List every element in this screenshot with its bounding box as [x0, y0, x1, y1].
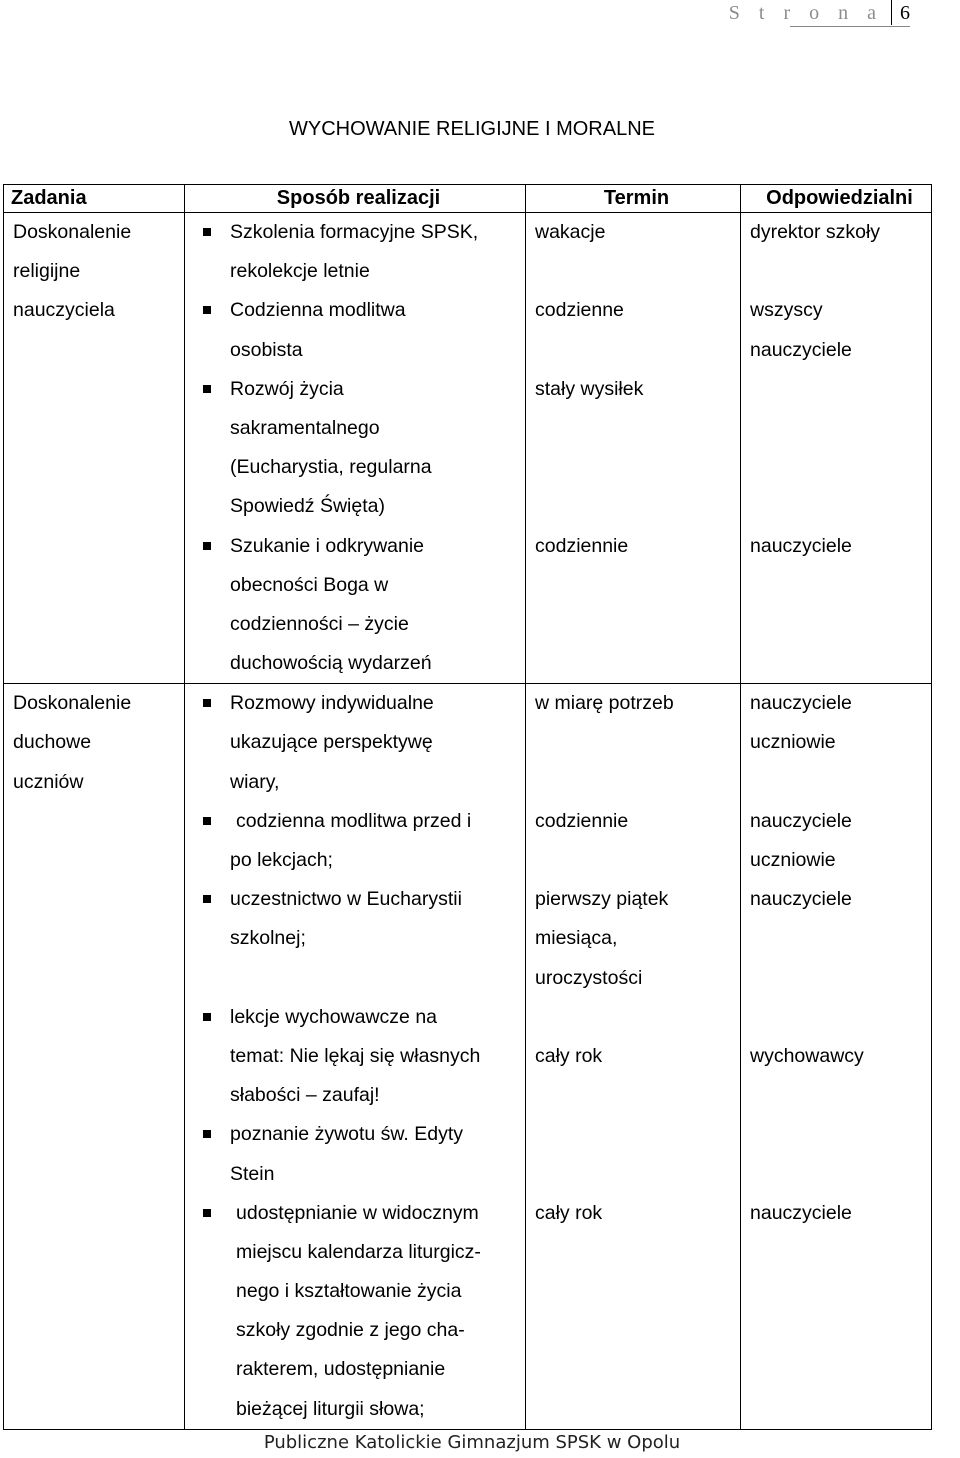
method-item: [194, 998, 525, 1116]
method-item: [194, 1115, 525, 1193]
responsible-line: [750, 370, 931, 409]
method-line: Rozwój życia: [230, 377, 344, 400]
method-line: nego i kształtowanie życia: [236, 1280, 462, 1303]
term-line: [535, 998, 740, 1037]
task-line: religijne: [13, 260, 81, 283]
column-header: Termin: [526, 185, 741, 213]
method-list: [185, 684, 525, 1429]
table-row: [4, 684, 932, 1430]
method-line: ukazujące perspektywę: [230, 731, 433, 754]
bullet-icon: [203, 306, 211, 314]
method-item: [194, 1194, 525, 1429]
method-line: rekolekcje letnie: [230, 260, 370, 283]
term-cell: [526, 213, 741, 684]
task-line: duchowe: [13, 731, 92, 754]
method-line: (Eucharystia, regularna: [230, 456, 432, 479]
method-line: codzienna modlitwa przed i: [236, 809, 472, 832]
bullet-icon: [203, 1130, 211, 1138]
method-line: sakramentalnego: [230, 416, 380, 439]
method-line: udostępnianie w widocznym: [236, 1201, 479, 1224]
responsible-line: uczniowie: [750, 849, 836, 871]
responsible-line: [750, 409, 931, 448]
responsible-line: nauczyciele: [750, 1201, 852, 1224]
method-line: temat: Nie lękaj się własnych: [230, 1044, 481, 1067]
task-cell: [4, 684, 185, 1430]
method-item: [194, 213, 525, 291]
responsible-line: wychowawcy: [750, 1044, 864, 1067]
task-line: Doskonalenie: [13, 692, 132, 715]
responsible-line: dyrektor szkoły: [750, 221, 881, 243]
bullet-icon: [203, 542, 211, 550]
task-lines: [4, 684, 184, 808]
method-list: [185, 213, 525, 683]
bullet-icon: [203, 817, 211, 825]
bullet-icon: [203, 1013, 211, 1021]
responsible-line: nauczyciele: [750, 338, 852, 361]
document-title: WYCHOWANIE RELIGIJNE I MORALNE: [289, 118, 655, 140]
responsible-line: uczniowie: [750, 731, 836, 754]
term-line: [535, 1115, 740, 1154]
method-line: obecności Boga w: [230, 573, 389, 596]
term-line: [535, 841, 740, 880]
method-cell: [185, 213, 526, 684]
term-lines: [526, 684, 740, 1233]
term-lines: [526, 213, 740, 566]
bullet-icon: [203, 228, 211, 236]
method-item: [194, 370, 525, 527]
responsible-line: nauczyciele: [750, 888, 852, 911]
method-line: słabości – zaufaj!: [230, 1084, 380, 1107]
responsible-lines: [741, 213, 931, 566]
task-cell: [4, 213, 185, 684]
method-line: Spowiedź Święta): [230, 495, 385, 518]
bullet-icon: [203, 699, 211, 707]
method-line: osobista: [230, 338, 303, 361]
method-line: po lekcjach;: [230, 849, 333, 871]
method-line: Codzienna modlitwa: [230, 299, 406, 322]
bullet-icon: [203, 895, 211, 903]
term-line: [535, 1155, 740, 1194]
responsible-line: nauczyciele: [750, 534, 852, 557]
term-line: miesiąca,: [535, 927, 618, 950]
responsible-line: [750, 998, 931, 1037]
responsible-line: [750, 448, 931, 487]
method-line: poznanie żywotu św. Edyty: [230, 1123, 464, 1146]
column-header: Odpowiedzialni: [741, 185, 932, 213]
method-line: Rozmowy indywidualne: [230, 692, 434, 715]
responsible-lines: [741, 684, 931, 1233]
responsible-line: [750, 959, 931, 998]
method-line: Szkolenia formacyjne SPSK,: [230, 221, 479, 243]
term-line: [535, 409, 740, 448]
responsible-cell: [741, 684, 932, 1430]
term-line: stały wysiłek: [535, 377, 644, 400]
responsible-line: nauczyciele: [750, 809, 852, 832]
method-line: codzienności – życie: [230, 612, 409, 635]
term-line: [535, 723, 740, 762]
page-footer: Publiczne Katolickie Gimnazjum SPSK w Opolu: [263, 1432, 681, 1453]
term-line: w miarę potrzeb: [535, 692, 674, 715]
task-line: nauczyciela: [13, 299, 115, 322]
method-line: Stein: [230, 1162, 275, 1185]
table-row: [4, 213, 932, 684]
responsible-line: [750, 487, 931, 526]
method-line: lekcje wychowawcze na: [230, 1005, 438, 1028]
page-label: S t r o n a: [728, 2, 883, 24]
task-lines: [4, 213, 184, 337]
method-line: rakterem, udostępnianie: [236, 1358, 446, 1381]
responsible-line: [750, 1115, 931, 1154]
term-line: codziennie: [535, 534, 629, 557]
responsible-line: [750, 1155, 931, 1194]
column-header: Sposób realizacji: [185, 185, 526, 213]
term-line: [535, 487, 740, 526]
responsible-line: [750, 252, 931, 291]
bullet-icon: [203, 385, 211, 393]
method-line: szkoły zgodnie z jego cha-: [236, 1319, 465, 1342]
method-line: szkolnej;: [230, 927, 306, 950]
term-line: [535, 252, 740, 291]
responsible-line: [750, 1076, 931, 1115]
responsible-line: [750, 763, 931, 802]
method-line: duchowością wydarzeń: [230, 652, 432, 675]
page-number: 6: [900, 2, 910, 24]
responsible-cell: [741, 213, 932, 684]
method-item: [194, 802, 525, 880]
method-item: [194, 527, 525, 684]
page-header: [729, 0, 910, 25]
task-line: Doskonalenie: [13, 221, 132, 243]
term-line: wakacje: [535, 221, 606, 243]
term-cell: [526, 684, 741, 1430]
term-line: uroczystości: [535, 966, 643, 989]
term-line: [535, 1076, 740, 1115]
method-line: miejscu kalendarza liturgicz-: [236, 1240, 481, 1263]
method-item: [194, 684, 525, 802]
bullet-icon: [203, 1209, 211, 1217]
term-line: [535, 763, 740, 802]
term-line: cały rok: [535, 1044, 603, 1067]
term-line: [535, 331, 740, 370]
method-line: uczestnictwo w Eucharystii: [230, 888, 462, 911]
method-cell: [185, 684, 526, 1430]
method-line: Szukanie i odkrywanie: [230, 534, 425, 557]
table-header-row: [4, 185, 932, 213]
column-header: Zadania: [4, 185, 185, 213]
blank-line: [194, 959, 525, 998]
method-line: bieżącej liturgii słowa;: [236, 1397, 425, 1420]
task-line: uczniów: [13, 770, 84, 793]
term-line: cały rok: [535, 1201, 603, 1224]
term-line: pierwszy piątek: [535, 888, 669, 911]
responsible-line: nauczyciele: [750, 692, 852, 715]
responsible-line: wszyscy: [750, 299, 823, 322]
responsible-line: [750, 919, 931, 958]
term-line: codziennie: [535, 809, 629, 832]
header-rule: [790, 26, 910, 27]
plan-table: [3, 184, 932, 1430]
method-item: [194, 880, 525, 958]
method-line: wiary,: [230, 770, 280, 793]
method-item: [194, 291, 525, 369]
term-line: codzienne: [535, 299, 624, 322]
term-line: [535, 448, 740, 487]
